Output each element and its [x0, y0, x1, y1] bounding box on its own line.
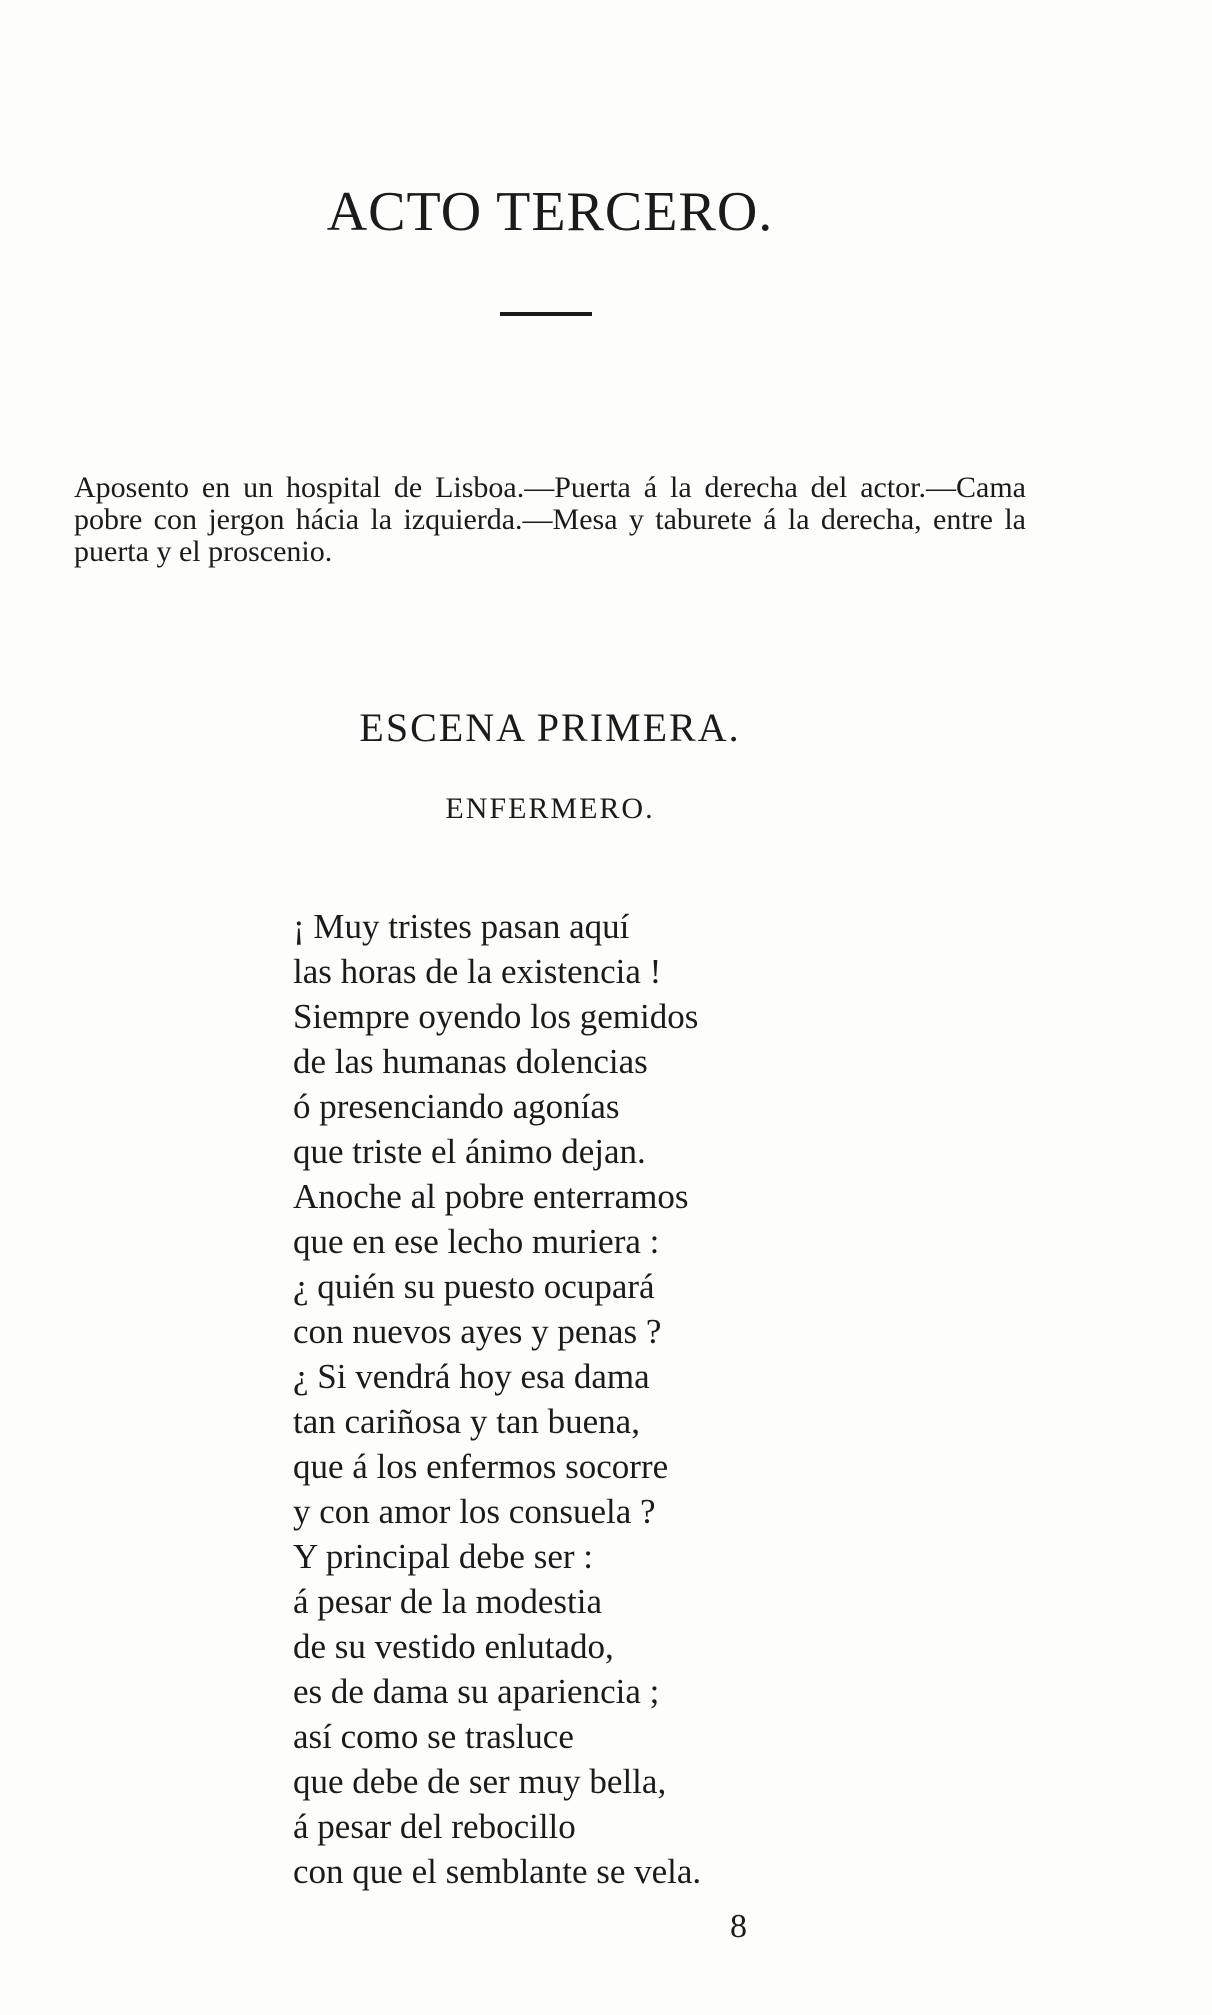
verse-line: ¡ Muy tristes pasan aquí [293, 907, 630, 946]
verse-line: con que el semblante se vela. [293, 1852, 702, 1891]
character-name: ENFERMERO. [445, 792, 655, 825]
verse-line: que á los enfermos socorre [293, 1447, 669, 1486]
verse-line: y con amor los consuela ? [293, 1492, 656, 1531]
stage-direction: Aposento en un hospital de Lisboa.—Puerta á la derecha del actor.—Cama pobre con jergon hácia la izquierda.—Mesa y taburete á la derecha, entre la puerta y el proscenio. [74, 471, 1026, 568]
verse-line: es de dama su apariencia ; [293, 1672, 660, 1711]
verse-line: con nuevos ayes y penas ? [293, 1312, 662, 1351]
verse-line: que debe de ser muy bella, [293, 1762, 667, 1801]
verse-line: Anoche al pobre enterramos [293, 1177, 689, 1216]
verse-line: tan cariñosa y tan buena, [293, 1402, 640, 1441]
verse-line: que triste el ánimo dejan. [293, 1132, 646, 1171]
verse-block [293, 904, 853, 1894]
verse-line: así como se trasluce [293, 1717, 574, 1756]
verse-line: las horas de la existencia ! [293, 952, 662, 991]
act-title: ACTO TERCERO. [326, 181, 774, 243]
page-number: 8 [730, 1908, 747, 1945]
verse-line: á pesar de la modestia [293, 1582, 603, 1621]
verse-line: de su vestido enlutado, [293, 1627, 614, 1666]
verse-line: á pesar del rebocillo [293, 1807, 576, 1846]
verse-line: que en ese lecho muriera : [293, 1222, 660, 1261]
verse-line: ¿ Si vendrá hoy esa dama [293, 1357, 650, 1396]
verse-line: Y principal debe ser : [293, 1537, 593, 1576]
verse-line: Siempre oyendo los gemidos [293, 997, 699, 1036]
verse-line: ¿ quién su puesto ocupará [293, 1267, 655, 1306]
verse-line: de las humanas dolencias [293, 1042, 648, 1081]
scene-title: ESCENA PRIMERA. [359, 705, 741, 750]
title-rule [500, 312, 592, 316]
verse-line: ó presenciando agonías [293, 1087, 620, 1126]
